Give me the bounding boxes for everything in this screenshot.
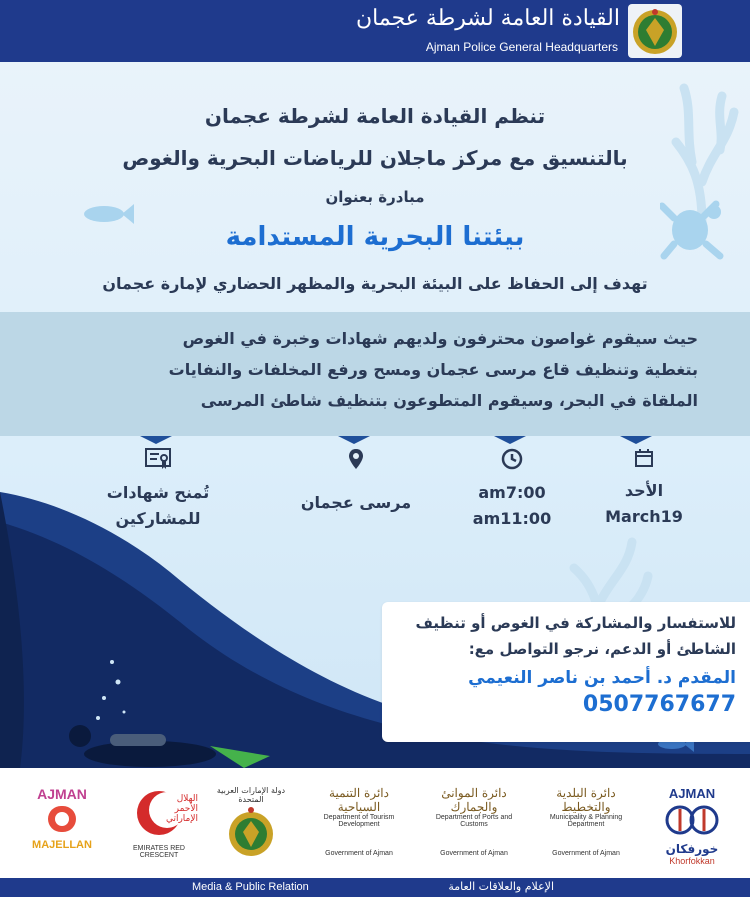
certificate-info: [88, 448, 228, 532]
partner-logos: [0, 768, 750, 878]
event-date: March19: [605, 507, 683, 526]
footer-english: Media & Public Relation: [192, 881, 309, 893]
location-pin-icon: [348, 448, 364, 470]
contact-card: [382, 602, 750, 742]
hq-title-arabic: القيادة العامة لشرطة عجمان: [356, 6, 620, 31]
hq-title-english: Ajman Police General Headquarters: [425, 40, 618, 54]
ajman-khorfakkan-logo: AJMAN خورفكان Khorfokkan: [665, 786, 719, 866]
description-line: الملقاة في البحر، وسيقوم المتطوعون بتنظيف شاطئ المرسى: [200, 391, 698, 410]
description-line: حيث سيقوم غواصون محترفون ولديهم شهادات وخبرة في الغوص: [182, 329, 698, 348]
red-crescent-logo: الهلال الأحمر الإماراتي EMIRATES RED CRESCENT: [118, 786, 200, 859]
band-notch: [620, 436, 652, 444]
header-bar: [0, 0, 750, 62]
band-notch: [338, 436, 370, 444]
contact-line1: للاستفسار والمشاركة في الغوص أو تنظيف: [415, 614, 736, 632]
band-notch: [140, 436, 172, 444]
certificate-line1: تُمنح شهادات: [106, 483, 210, 502]
certificate-icon: [145, 448, 171, 470]
event-location: مرسى عجمان: [300, 493, 412, 512]
organizer-line: تنظم القيادة العامة لشرطة عجمان: [204, 104, 546, 128]
calendar-icon: [634, 448, 654, 468]
ports-customs-logo: دائرة الموانئ والجمارك Department of Ports and Customs Government of Ajman: [435, 786, 513, 857]
poster-area: [0, 62, 750, 768]
anchor-icon: [664, 801, 720, 839]
start-time: am7:00: [478, 483, 546, 502]
initiative-label: مبادرة بعنوان: [325, 188, 425, 206]
date-info: [594, 448, 694, 530]
end-time: am11:00: [472, 509, 552, 528]
event-day: الأحد: [624, 481, 664, 500]
police-emblem-icon: [628, 4, 682, 58]
magellan-logo: AJMAN MAJELLAN: [32, 786, 92, 851]
footer-arabic: الإعلام والعلاقات العامة: [448, 880, 554, 893]
location-info: [296, 448, 416, 516]
contact-person: المقدم د. أحمد بن ناصر النعيمي: [468, 668, 736, 688]
contact-phone[interactable]: 0507767677: [582, 692, 736, 717]
footer-bar: [0, 878, 750, 897]
band-notch: [494, 436, 526, 444]
description-line: بتغطية وتنظيف قاع مرسى عجمان ومسح ورفع المخلفات والنفايات: [168, 360, 698, 379]
partner-line: بالتنسيق مع مركز ماجلان للرياضات البحرية والغوص: [122, 146, 628, 170]
clock-icon: [501, 448, 523, 470]
contact-line2: الشاطئ أو الدعم، نرجو التواصل مع:: [468, 640, 736, 658]
goal-line: تهدف إلى الحفاظ على البيئة البحرية والمظهر الحضاري لإمارة عجمان: [102, 274, 648, 293]
police-emblem-icon: [226, 804, 276, 860]
time-info: [462, 448, 562, 532]
interior-ministry-logo: دولة الإمارات العربية المتحدة: [206, 786, 296, 863]
initiative-title: بيئتنا البحرية المستدامة: [225, 222, 525, 252]
tourism-logo: دائرة التنمية السياحية Department of Tourism Development Government of Ajman: [323, 786, 395, 857]
certificate-line2: للمشاركين: [115, 509, 201, 528]
diver-helmet-icon: [42, 802, 82, 836]
description-band: [0, 312, 750, 436]
municipality-logo: دائرة البلدية والتخطيط Municipality & Planning Department Government of Ajman: [549, 786, 623, 857]
